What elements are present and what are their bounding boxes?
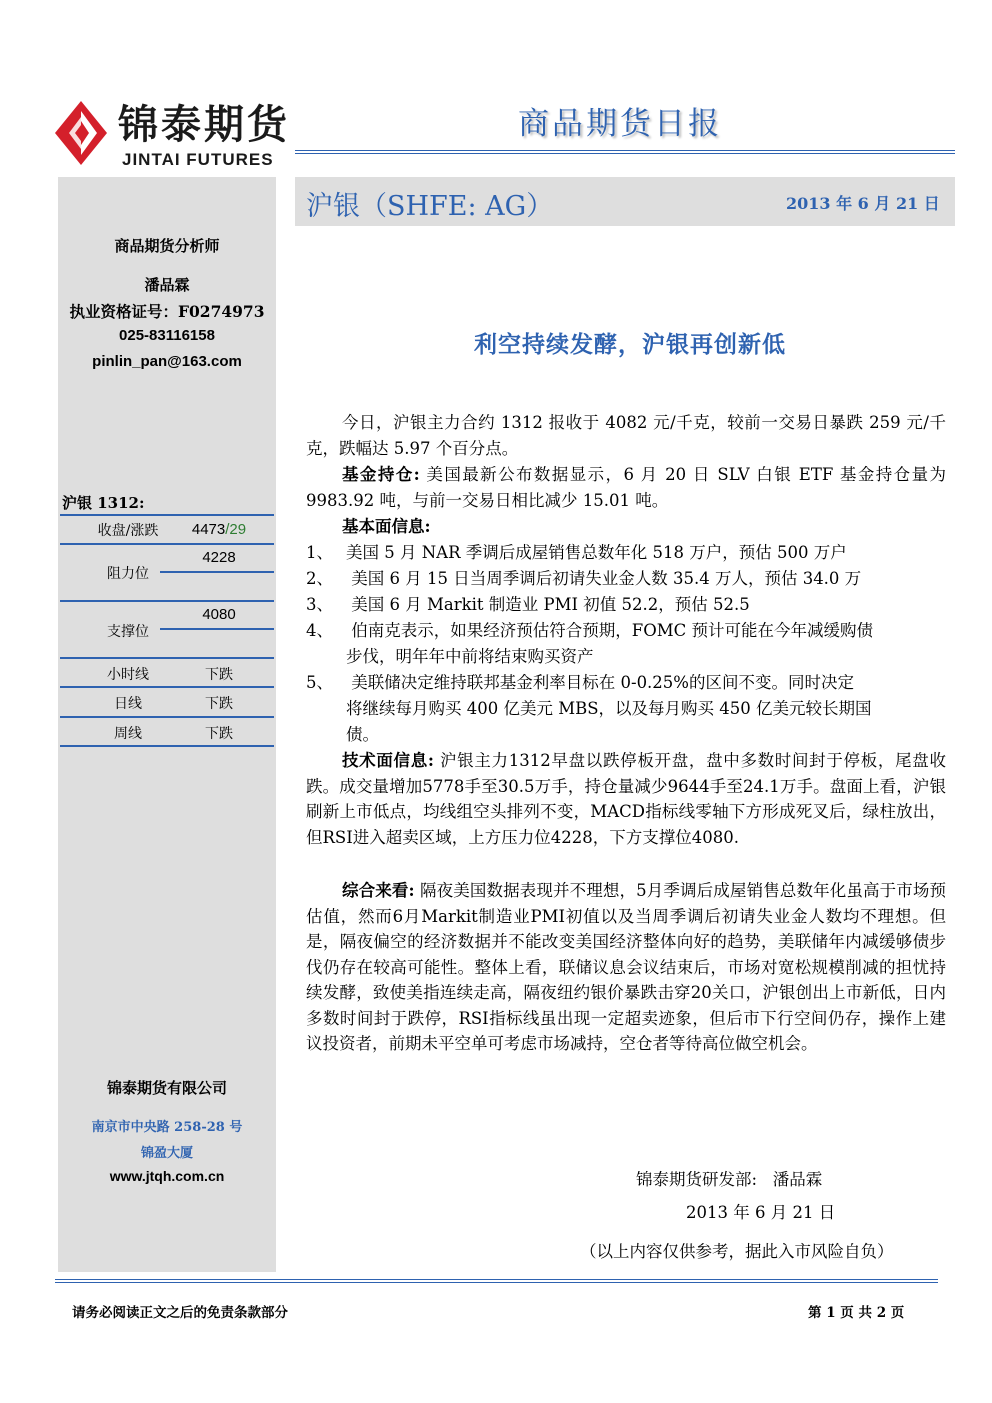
quote-value-weekly: 下跌 <box>205 726 233 742</box>
quote-label-close: 收盘/涨跌 <box>97 523 159 539</box>
analyst-phone: 025-83116158 <box>119 327 215 344</box>
quote-value-daily: 下跌 <box>205 696 233 712</box>
logo-wordmark-en: JINTAI FUTURES <box>122 150 274 169</box>
list-number: 4、 <box>306 621 333 640</box>
summary-label: 综合来看: <box>342 881 415 900</box>
list-text: 美国 6 月 Markit 制造业 PMI 初值 52.2，预估 52.5 <box>346 595 750 614</box>
quote-divider <box>60 543 274 545</box>
quote-value-support: 4080 <box>202 606 236 623</box>
signature-department: 锦泰期货研发部: 潘品霖 <box>636 1170 823 1189</box>
intro-paragraph: 今日，沪银主力合约 1312 报收于 4082 元/千克，较前一交易日暴跌 259 元/千克，跌幅达 5.97 个百分点。 <box>306 413 946 458</box>
quote-value-close <box>160 521 278 538</box>
quote-label-weekly: 周线 <box>114 726 142 742</box>
summary-paragraph <box>306 878 946 1057</box>
disclaimer-note: （以上内容仅供参考，据此入市风险自负） <box>580 1242 894 1261</box>
company-name: 锦泰期货有限公司 <box>106 1079 227 1097</box>
company-building: 锦盈大厦 <box>140 1146 193 1161</box>
list-number: 2、 <box>306 569 333 588</box>
header-rule <box>295 150 955 154</box>
footer-disclaimer-link: 请务必阅读正文之后的免责条款部分 <box>72 1305 288 1321</box>
quote-value-hourly: 下跌 <box>205 667 233 683</box>
logo-wordmark-cn: 锦泰期货 <box>118 102 290 148</box>
quote-label-daily: 日线 <box>114 696 142 712</box>
quote-divider <box>60 686 274 688</box>
list-text: 伯南克表示，如果经济预估符合预期，FOMC 预计可能在今年减缓购债 <box>346 621 873 640</box>
fund-paragraph <box>306 462 946 513</box>
price-change: /29 <box>225 521 247 538</box>
technical-label: 技术面信息: <box>342 751 435 770</box>
list-text: 美联储决定维持联邦基金利率目标在 0-0.25%的区间不变。同时决定 <box>346 673 854 692</box>
fund-label: 基金持仓: <box>342 465 420 484</box>
company-website[interactable]: www.jtqh.com.cn <box>109 1168 225 1184</box>
license-number: 执业资格证号：F0274973 <box>69 302 265 321</box>
quote-divider <box>60 600 274 602</box>
fund-text: 美国最新公布数据显示，6 月 20 日 SLV 白银 ETF 基金持仓量为 9983.92 吨，与前一交易日相比减少 15.01 吨。 <box>306 465 946 510</box>
list-item <box>306 592 750 618</box>
analyst-email[interactable]: pinlin_pan@163.com <box>92 353 242 370</box>
jintai-logo-icon <box>55 101 107 165</box>
article-headline: 利空持续发酵，沪银再创新低 <box>474 331 786 358</box>
quote-label-support: 支撑位 <box>107 624 149 640</box>
list-text: 美国 5 月 NAR 季调后成屋销售总数年化 518 万户，预估 500 万户 <box>346 543 847 562</box>
quote-divider <box>60 657 274 659</box>
analyst-name: 潘品霖 <box>144 276 190 294</box>
list-number: 3、 <box>306 595 333 614</box>
technical-text: 沪银主力1312早盘以跌停板开盘，盘中多数时间封于停板，尾盘收跌。成交量增加5778手至30.5万手，持仓量减少9644手至24.1万手。盘面上看，沪银刷新上市低点，均线组空头排列不变，MACD指标线零轴下方形成死叉后，绿柱放出，但RSI进入超卖区域，上方压力位4228，下方支撑位4080. <box>306 751 946 847</box>
signature-date: 2013 年 6 月 21 日 <box>686 1203 836 1222</box>
list-item <box>306 670 854 696</box>
summary-text: 隔夜美国数据表现并不理想，5月季调后成屋销售总数年化虽高于市场预估值，然而6月Markit制造业PMI初值以及当周季调后初请失业金人数均不理想。但是，隔夜偏空的经济数据并不能改变美国经济整体向好的趋势，美联储年内减缓够债步伐仍存在较高可能性。整体上看，联储议息会议结束后，市场对宽松规模削减的担忧持续发酵，致使美指连续走高，隔夜纽约银价暴跌击穿20关口，沪银创出上市新低，日内多数时间封于跌停，RSI指标线虽出现一定超卖迹象，但后市下行空间仍存，操作上建议投资者，前期未平空单可考虑市场减持，空仓者等待高位做空机会。 <box>306 881 946 1053</box>
report-date: 2013 年 6 月 21 日 <box>786 194 940 213</box>
commodity-title: 沪银（SHFE: AG） <box>306 191 554 222</box>
list-text-continued: 步伐，明年年中前将结束购买资产 <box>346 647 594 666</box>
quote-divider <box>60 514 274 516</box>
quote-divider <box>60 716 274 718</box>
report-title: 商品期货日报 <box>518 106 722 142</box>
quote-label-hourly: 小时线 <box>107 667 149 683</box>
list-number: 1、 <box>306 543 333 562</box>
footer-rule <box>55 1279 938 1283</box>
quote-value-resistance: 4228 <box>202 549 236 566</box>
list-item <box>306 540 847 566</box>
list-item <box>306 618 873 644</box>
quote-divider <box>60 745 274 747</box>
page-number: 第 1 页 共 2 页 <box>808 1305 905 1321</box>
fundamental-label: 基本面信息: <box>342 517 431 536</box>
technical-paragraph <box>306 748 946 850</box>
company-address: 南京市中央路 258-28 号 <box>91 1120 243 1135</box>
close-price: 4473 <box>191 521 226 538</box>
list-text: 美国 6 月 15 日当周季调后初请失业金人数 35.4 万人，预估 34.0 万 <box>346 569 862 588</box>
list-item <box>306 566 861 592</box>
analyst-title: 商品期货分析师 <box>114 237 220 255</box>
list-text-continued: 债。 <box>346 725 379 744</box>
quote-label-resistance: 阻力位 <box>107 566 149 582</box>
list-text-continued: 将继续每月购买 400 亿美元 MBS，以及每月购买 450 亿美元较长期国 <box>346 699 872 718</box>
quote-title: 沪银 1312: <box>62 494 145 512</box>
list-number: 5、 <box>306 673 333 692</box>
